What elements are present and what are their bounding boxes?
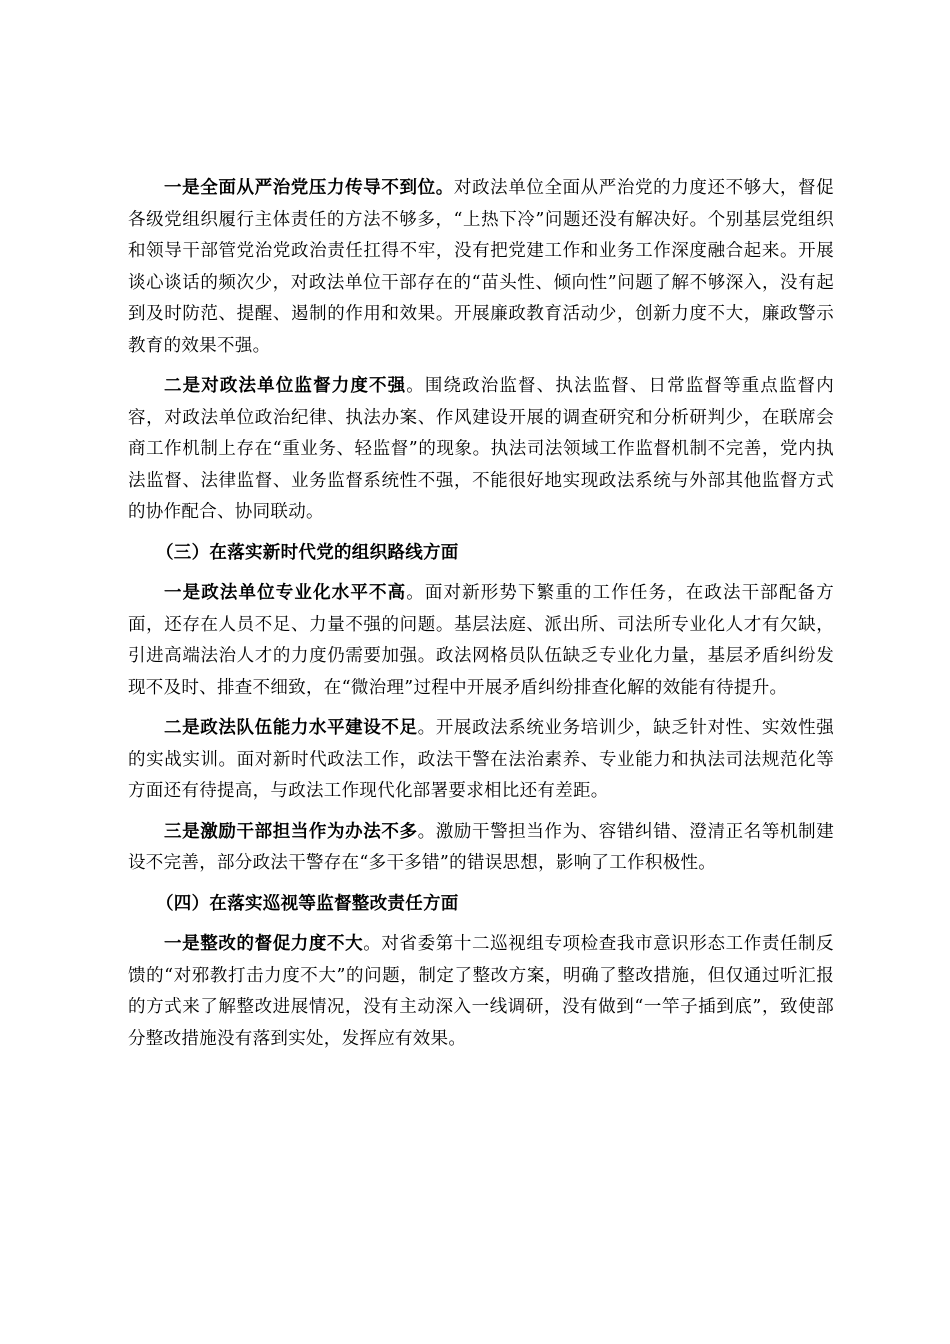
paragraph-body: 。激励干警担当作为、容错纠错、澄清正名等机制建设不完善，部分政法干警存在“多干多错”的错误思想，影响了工作积极性。	[128, 821, 834, 873]
paragraph-lead: 一是全面从严治党压力传导不到位。	[164, 178, 454, 198]
paragraph-3	[128, 578, 834, 704]
paragraph-lead: 一是整改的督促力度不大	[164, 934, 364, 954]
section-heading-3: （三）在落实新时代党的组织路线方面	[156, 542, 459, 563]
paragraph-1	[128, 173, 834, 362]
paragraph-body: 。围绕政治监督、执法监督、日常监督等重点监督内容，对政法单位政治纪律、执法办案、作风建设开展的调查研究和分析研判少，在联席会商工作机制上存在“重业务、轻监督”的现象。执法司法领域工作监督机制不完善，党内执法监督、法律监督、业务监督系统性不强，不能很好地实现政法系统与外部其他监督方式的协作配合、协同联动。	[128, 376, 834, 522]
paragraph-body: 。对省委第十二巡视组专项检查我市意识形态工作责任制反馈的“对邪教打击力度不大”的问题，制定了整改方案，明确了整改措施，但仅通过听汇报的方式来了解整改进展情况，没有主动深入一线调研，没有做到“一竿子插到底”，致使部分整改措施没有落到实处，发挥应有效果。	[128, 934, 834, 1049]
paragraph-4	[128, 713, 834, 808]
paragraph-lead: 三是激励干部担当作为办法不多	[164, 821, 418, 842]
section-heading-4: （四）在落实巡视等监督整改责任方面	[156, 893, 459, 914]
paragraph-2	[128, 371, 834, 529]
paragraph-6	[128, 929, 834, 1055]
paragraph-lead: 一是政法单位专业化水平不高	[164, 583, 407, 603]
paragraph-body: 。开展政法系统业务培训少，缺乏针对性、实效性强的实战实训。面对新时代政法工作，政法干警在法治素养、专业能力和执法司法规范化等方面还有待提高，与政法工作现代化部署要求相比还有差距。	[128, 718, 834, 801]
paragraph-body: 。面对新形势下繁重的工作任务，在政法干部配备方面，还存在人员不足、力量不强的问题。基层法庭、派出所、司法所专业化人才有欠缺，引进高端法治人才的力度仍需要加强。政法网格员队伍缺乏专业化力量，基层矛盾纠纷发现不及时、排查不细致，在“微治理”过程中开展矛盾纠纷排查化解的效能有待提升。	[128, 583, 834, 698]
paragraph-body: 对政法单位全面从严治党的力度还不够大，督促各级党组织履行主体责任的方法不够多，“上热下冷”问题还没有解决好。个别基层党组织和领导干部管党治党政治责任扛得不牢，没有把党建工作和业务工作深度融合起来。开展谈心谈话的频次少，对政法单位干部存在的“苗头性、倾向性”问题了解不够深入，没有起到及时防范、提醒、遏制的作用和效果。开展廉政教育活动少，创新力度不大，廉政警示教育的效果不强。	[128, 178, 834, 356]
paragraph-lead: 二是政法队伍能力水平建设不足	[164, 718, 418, 738]
document-page	[128, 173, 834, 1055]
paragraph-lead: 二是对政法单位监督力度不强	[164, 376, 407, 396]
paragraph-5	[128, 817, 834, 880]
